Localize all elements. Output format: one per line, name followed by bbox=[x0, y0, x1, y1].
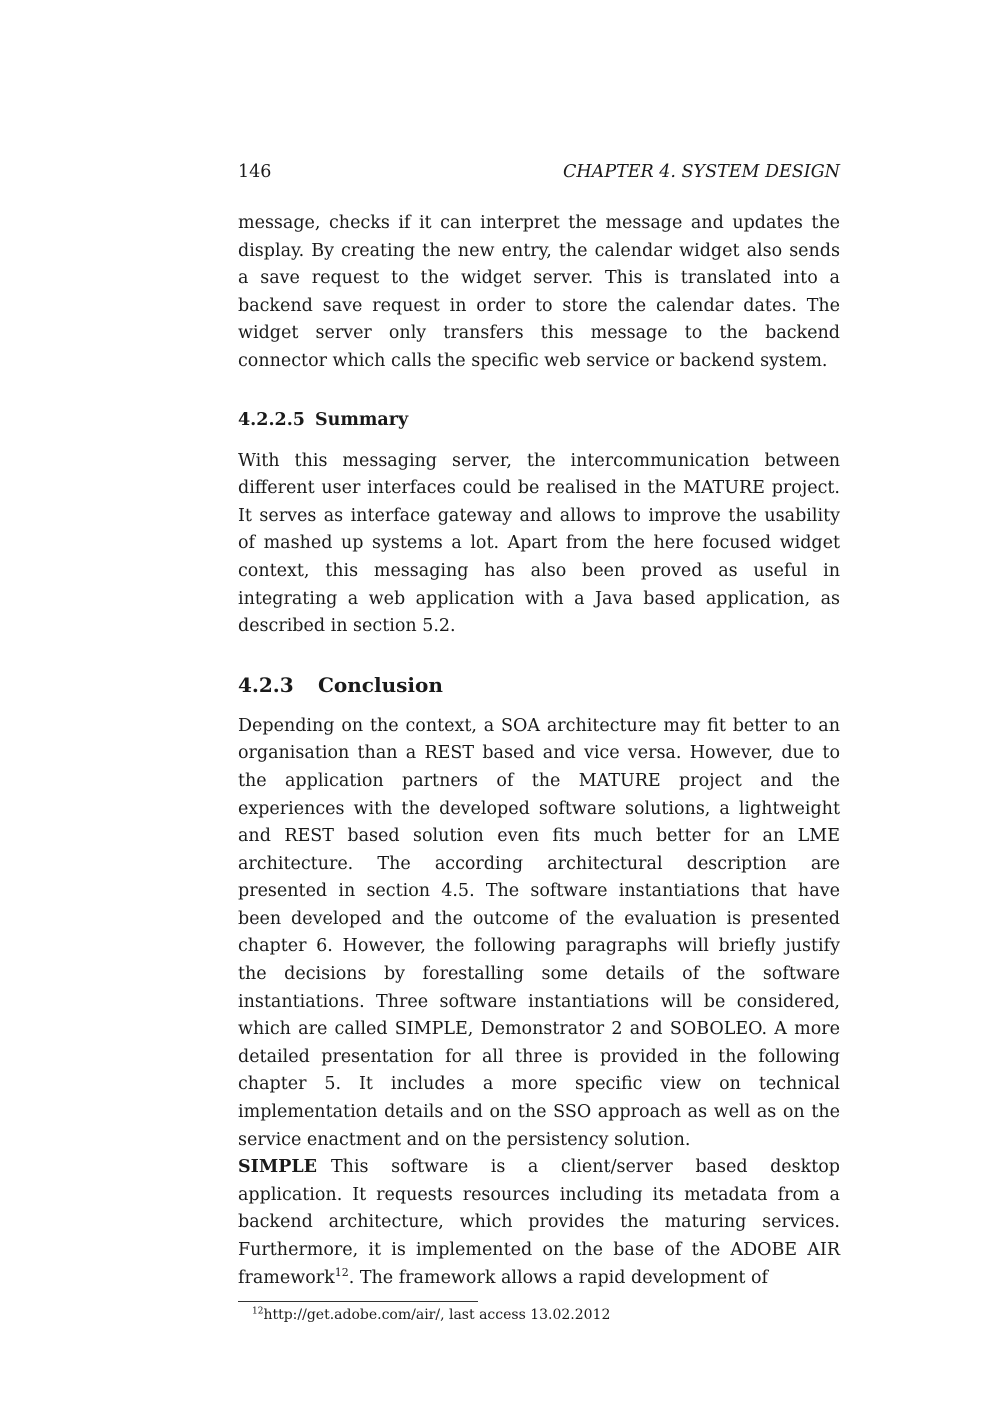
section-heading-conclusion bbox=[238, 671, 840, 699]
simple-paragraph bbox=[238, 1154, 840, 1292]
conclusion-paragraph: Depending on the context, a SOA architecture may fit better to an organisation than a REST based and vice versa. However, due to the application partners of the MATURE project and the experiences with the developed software solutions, a lightweight and REST based solution even fits much better for an LME architecture. The according architectural description are presented in section 4.5. The software instantiations that have been developed and the outcome of the evaluation is presented chapter 6. However, the following paragraphs will briefly justify the decisions by forestalling some details of the software instantiations. Three software instantiations will be considered, which are called SIMPLE, Demonstrator 2 and SOBOLEO. A more detailed presentation for all three is provided in the following chapter 5. It includes a more specific view on technical implementation details and on the SSO approach as well as on the service enactment and on the persistency solution. bbox=[238, 715, 840, 1150]
section-title: Summary bbox=[314, 409, 409, 430]
runin-heading: SIMPLE bbox=[238, 1157, 317, 1178]
intro-paragraph: message, checks if it can interpret the message and updates the display. By creating the new entry, the calendar widget also sends a save request to the widget server. This is translated into a backend save request in order to store the calendar dates. The widget server only transfers this message to the backend connector which calls the specific web service or backend system. bbox=[238, 213, 840, 371]
footnote bbox=[238, 1304, 840, 1326]
section-title: Conclusion bbox=[318, 672, 443, 697]
summary-paragraph: With this messaging server, the intercommunication between different user interfaces could be realised in the MATURE project. It serves as interface gateway and allows to improve the usability of mashed up systems a lot. Apart from the here focused widget context, this messaging has also been proved as useful in integrating a web application with a Java based application, as described in section 5.2. bbox=[238, 450, 840, 637]
footnote-reference: 12 bbox=[334, 1265, 349, 1279]
footnote-text: http://get.adobe.com/air/, last access 13.02.2012 bbox=[263, 1307, 611, 1324]
section-number: 4.2.3 bbox=[238, 672, 294, 697]
simple-text-2: . The framework allows a rapid development of bbox=[348, 1267, 768, 1288]
footnote-mark: 12 bbox=[252, 1306, 264, 1317]
section-heading-summary bbox=[238, 406, 840, 434]
chapter-title: CHAPTER 4. SYSTEM DESIGN bbox=[563, 162, 840, 182]
footnote-divider bbox=[238, 1301, 478, 1302]
section-number: 4.2.2.5 bbox=[238, 409, 305, 430]
page-number: 146 bbox=[238, 162, 272, 182]
running-header bbox=[238, 158, 840, 186]
simple-text-1: This software is a client/server based desktop application. It requests resources including its metadata from a backend architecture, which provides the maturing services. Furthermore, it is implemented on the base of the ADOBE AIR framework bbox=[238, 1157, 840, 1288]
page-content bbox=[238, 158, 840, 1326]
